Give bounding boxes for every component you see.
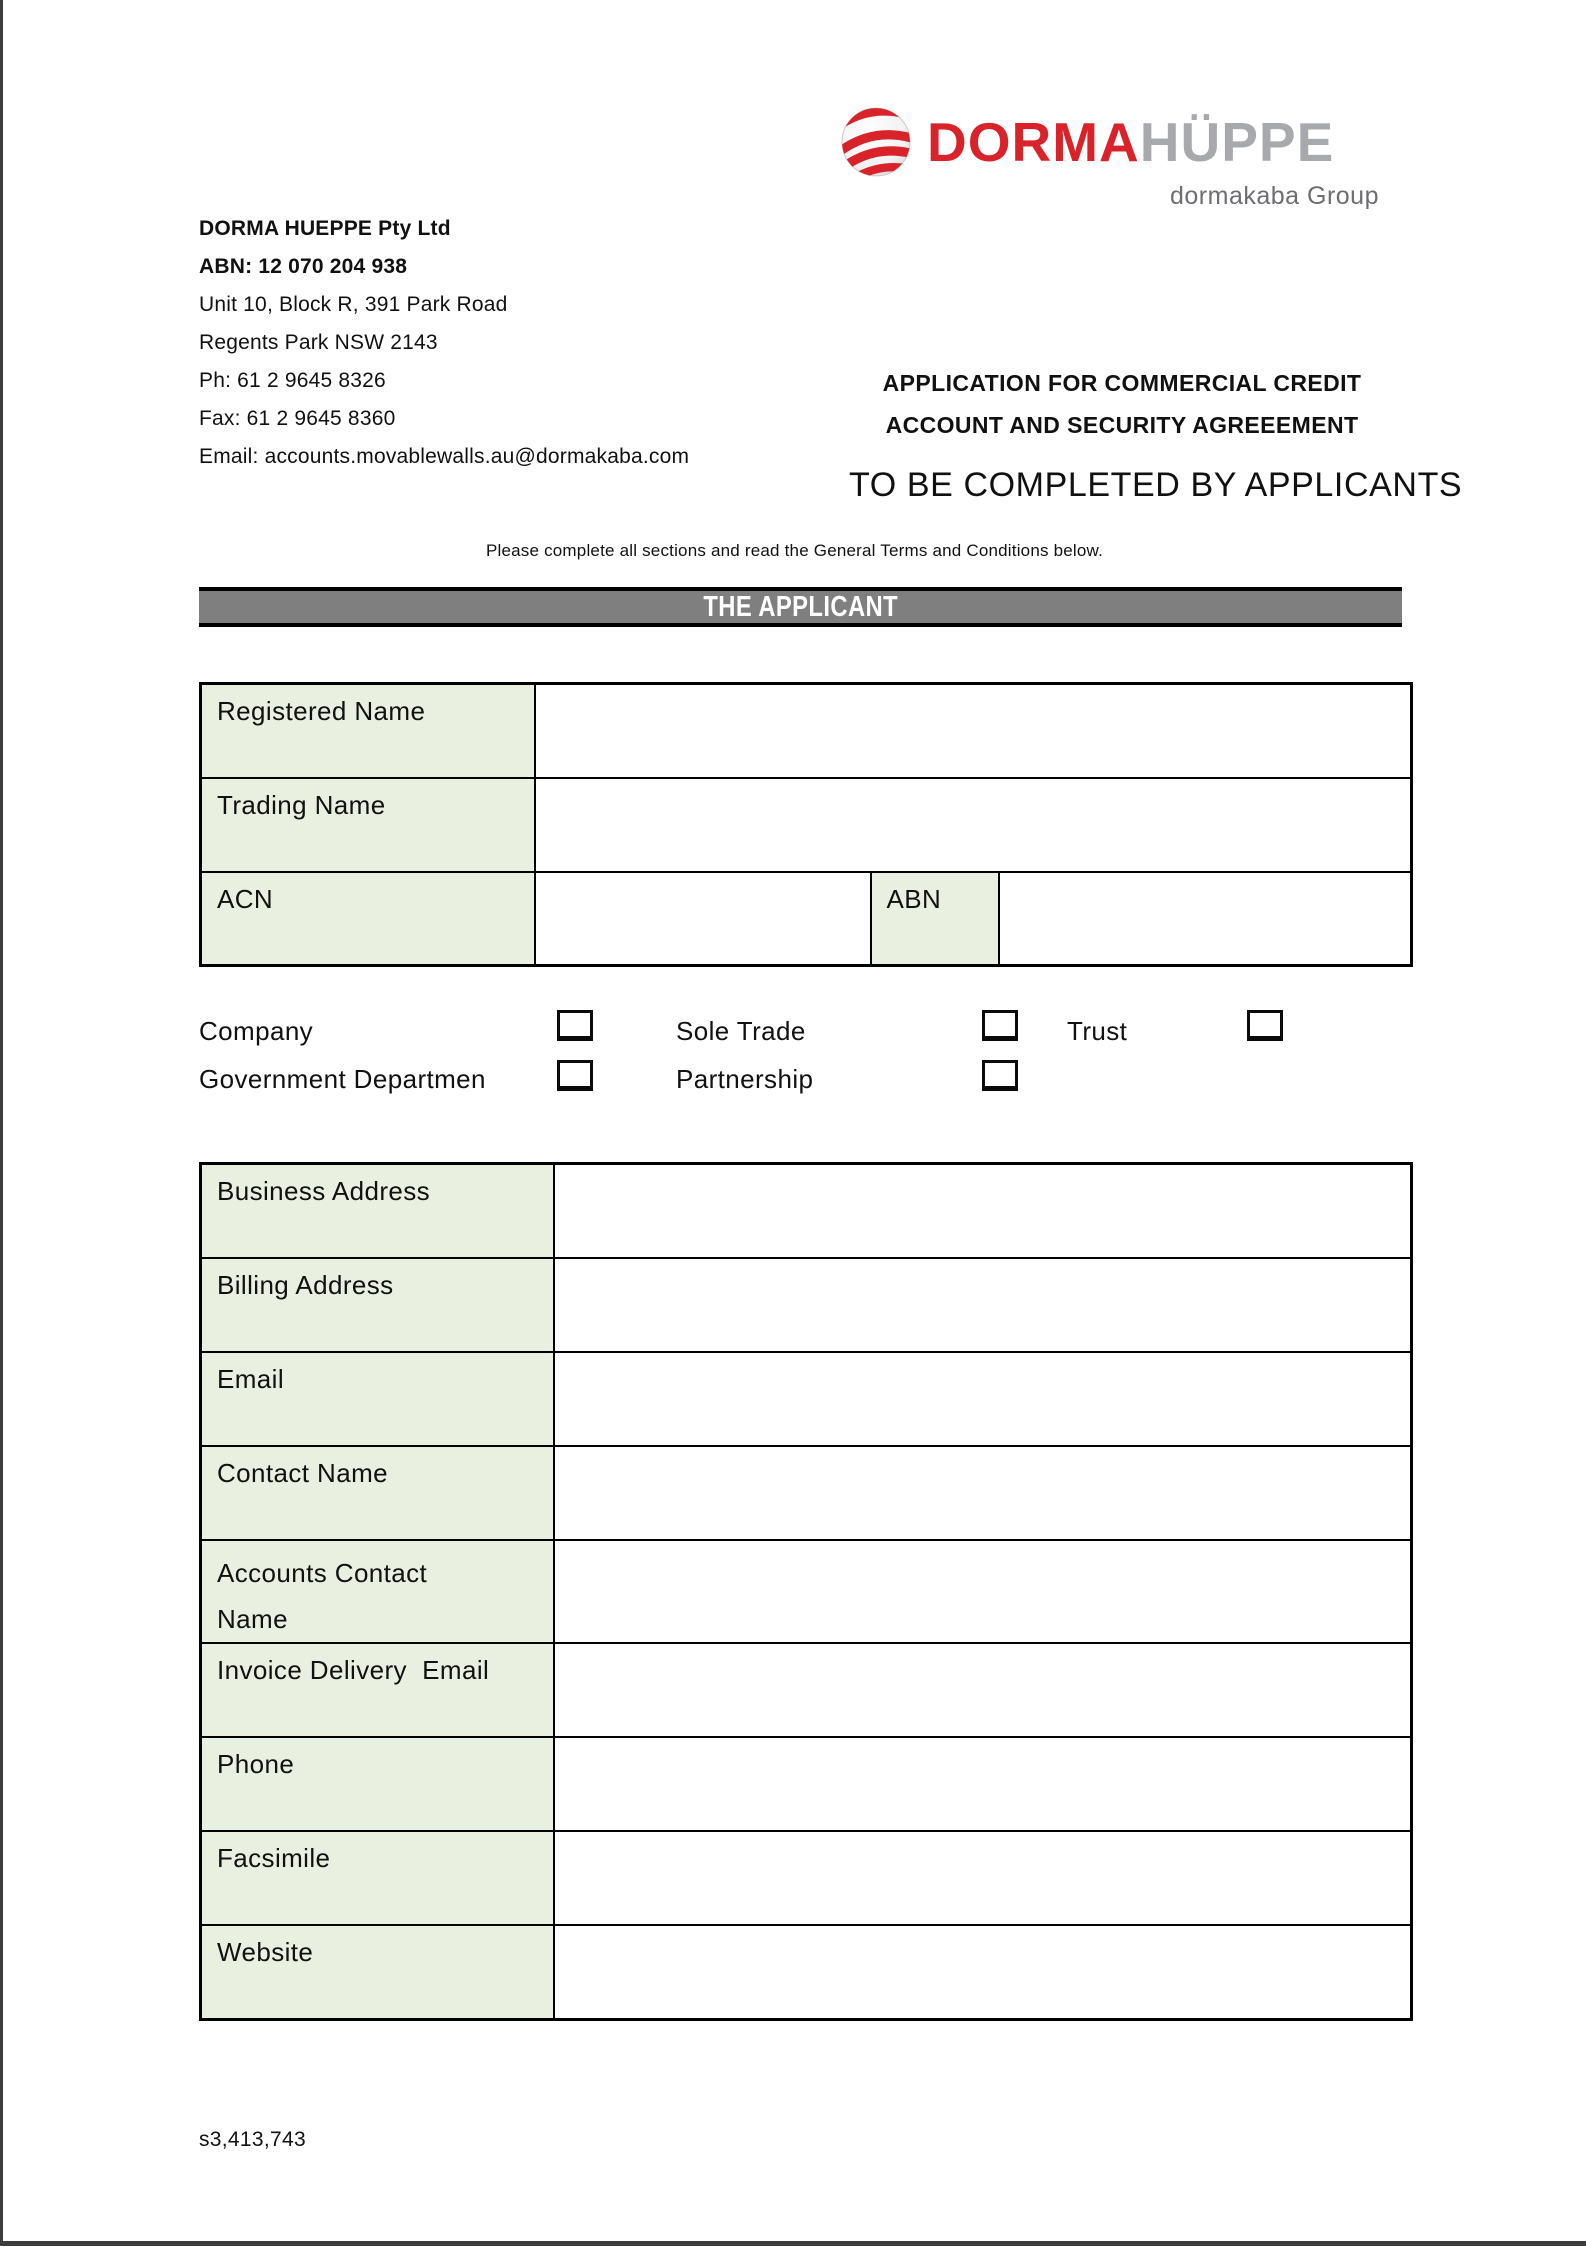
table-row (201, 872, 1412, 966)
applicant-name-table (199, 682, 1413, 967)
table-row (201, 778, 1412, 872)
invoice-delivery-email-label: Invoice Delivery Email (201, 1643, 554, 1737)
table-row (201, 1164, 1412, 1258)
registered-name-field[interactable] (535, 684, 1412, 778)
company-fax: Fax: 61 2 9645 8360 (199, 407, 396, 430)
table-row (201, 1831, 1412, 1925)
entity-checkbox-partnership[interactable] (982, 1060, 1018, 1091)
trading-name-field[interactable] (535, 778, 1412, 872)
entity-checkbox-government-department[interactable] (557, 1060, 593, 1091)
acn-label: ACN (201, 872, 535, 966)
table-row (201, 1737, 1412, 1831)
business-address-label: Business Address (201, 1164, 554, 1258)
logo (839, 104, 1379, 211)
registered-name-label: Registered Name (201, 684, 535, 778)
website-field[interactable] (554, 1925, 1412, 2019)
table-row (201, 1352, 1412, 1446)
company-abn: ABN: 12 070 204 938 (199, 255, 408, 278)
application-title-line2: ACCOUNT AND SECURITY AGREEEMENT (885, 412, 1359, 438)
email-label: Email (201, 1352, 554, 1446)
table-row (201, 684, 1412, 778)
logo-brand-hueppe: HÜPPE (1139, 110, 1335, 173)
trading-name-label: Trading Name (201, 778, 535, 872)
entity-label-government-department: Government Departmen (199, 1064, 486, 1094)
applicants-subtitle: TO BE COMPLETED BY APPLICANTS (849, 466, 1463, 504)
table-row (201, 1643, 1412, 1737)
email-field[interactable] (554, 1352, 1412, 1446)
entity-checkbox-company[interactable] (557, 1010, 593, 1041)
dorma-globe-icon (839, 104, 913, 180)
applicant-details-table (199, 1162, 1413, 2021)
company-info (199, 218, 689, 484)
facsimile-field[interactable] (554, 1831, 1412, 1925)
contact-name-field[interactable] (554, 1446, 1412, 1540)
table-row (201, 1925, 1412, 2019)
phone-label: Phone (201, 1737, 554, 1831)
accounts-contact-name-field[interactable] (554, 1540, 1412, 1644)
entity-label-company: Company (199, 1016, 314, 1046)
business-address-field[interactable] (554, 1164, 1412, 1258)
acn-field[interactable] (535, 872, 871, 966)
entity-type-section (199, 1008, 1410, 1100)
invoice-delivery-email-field[interactable] (554, 1643, 1412, 1737)
table-row (201, 1446, 1412, 1540)
application-title-line1: APPLICATION FOR COMMERCIAL CREDIT (882, 370, 1362, 396)
table-row (201, 1258, 1412, 1352)
instruction-text: Please complete all sections and read the General Terms and Conditions below. (485, 541, 1104, 560)
contact-name-label: Contact Name (201, 1446, 554, 1540)
entity-label-trust: Trust (1067, 1016, 1128, 1046)
logo-brand-dorma: DORMA (927, 110, 1140, 173)
table-row (201, 1540, 1412, 1644)
company-phone: Ph: 61 2 9645 8326 (199, 369, 386, 392)
abn-field[interactable] (999, 872, 1412, 966)
billing-address-field[interactable] (554, 1258, 1412, 1352)
company-name: DORMA HUEPPE Pty Ltd (199, 217, 451, 240)
entity-checkbox-trust[interactable] (1247, 1010, 1283, 1041)
section-title: THE APPLICANT (703, 590, 898, 623)
facsimile-label: Facsimile (201, 1831, 554, 1925)
application-heading (849, 370, 1463, 505)
logo-subbrand: dormakaba Group (1169, 182, 1379, 210)
phone-field[interactable] (554, 1737, 1412, 1831)
entity-label-sole-trade: Sole Trade (676, 1016, 806, 1046)
document-code: s3,413,743 (199, 2128, 306, 2151)
billing-address-label: Billing Address (201, 1258, 554, 1352)
the-applicant-section-header (199, 587, 1402, 627)
entity-label-partnership: Partnership (676, 1064, 814, 1094)
company-email: Email: accounts.movablewalls.au@dormakaba.com (199, 445, 690, 468)
website-label: Website (201, 1925, 554, 2019)
accounts-contact-name-label: Accounts Contact Name (201, 1540, 554, 1644)
abn-label: ABN (871, 872, 999, 966)
entity-checkbox-sole-trade[interactable] (982, 1010, 1018, 1041)
company-address-line1: Unit 10, Block R, 391 Park Road (199, 293, 508, 316)
company-address-line2: Regents Park NSW 2143 (199, 331, 438, 354)
